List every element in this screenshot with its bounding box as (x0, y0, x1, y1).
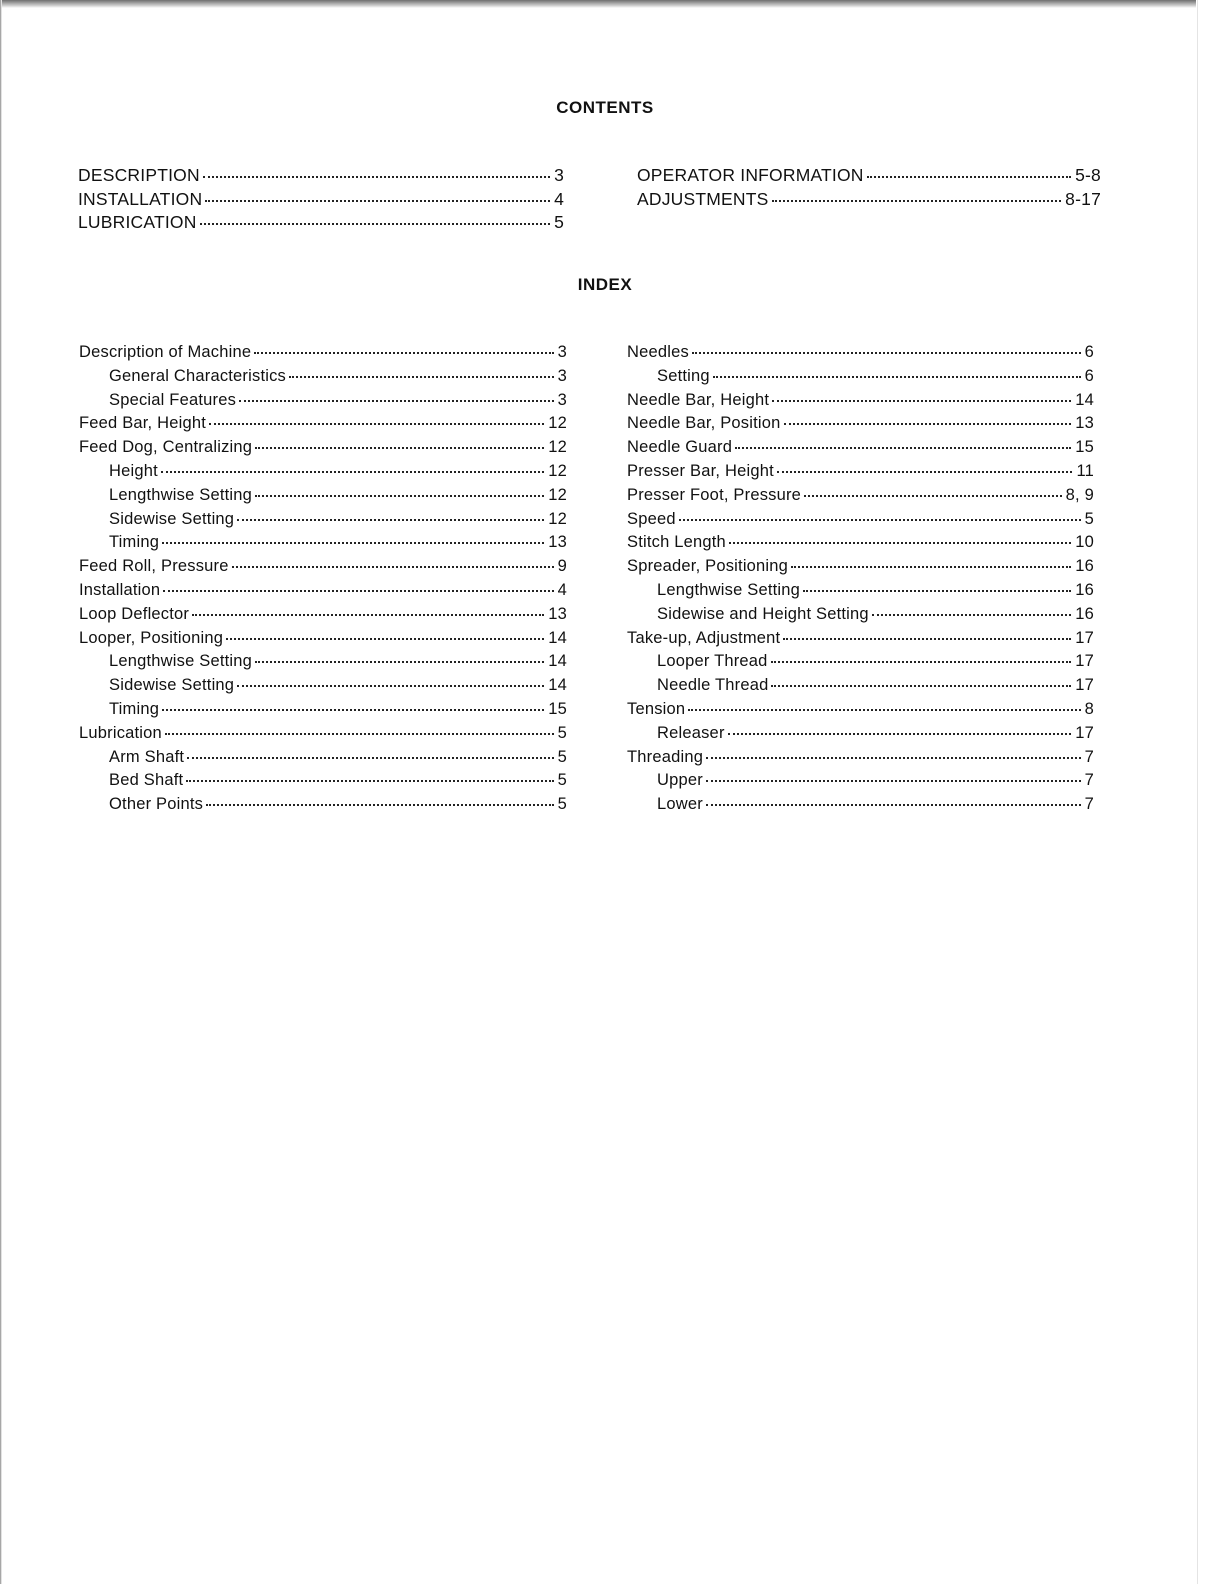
toc-entry-label: Feed Bar, Height (79, 414, 207, 433)
toc-entry-label: Arm Shaft (109, 747, 185, 766)
dot-leader (203, 175, 550, 178)
toc-entry-label: Description of Machine (79, 343, 252, 361)
toc-entry (79, 581, 567, 605)
toc-entry (79, 795, 567, 819)
toc-entry-label: Lengthwise Setting (109, 485, 253, 504)
toc-entry-label: Special Features (109, 390, 237, 409)
toc-entry (79, 510, 567, 534)
toc-entry-page: 5 (557, 723, 567, 742)
toc-entry-label: Needle Guard (627, 438, 733, 457)
toc-entry (627, 557, 1094, 581)
dot-leader (255, 494, 544, 497)
toc-entry (627, 391, 1094, 415)
toc-entry (627, 605, 1094, 629)
dot-leader (729, 541, 1071, 544)
toc-entry (627, 581, 1094, 605)
toc-entry-label: Height (109, 461, 158, 480)
toc-entry-page: 10 (1075, 533, 1094, 552)
toc-entry-label: Other Points (109, 795, 204, 814)
dot-leader (161, 470, 544, 473)
dot-leader (784, 422, 1072, 425)
toc-entry-label: Looper Thread (657, 652, 768, 671)
dot-leader (162, 541, 544, 544)
dot-leader (232, 565, 554, 568)
dot-leader (867, 175, 1071, 178)
toc-entry-page: 14 (1075, 390, 1094, 409)
dot-leader (255, 660, 544, 663)
toc-entry-label: Threading (627, 747, 704, 766)
toc-entry-label: Looper, Positioning (79, 628, 224, 647)
toc-entry (627, 414, 1094, 438)
dot-leader (209, 422, 544, 425)
toc-entry-page: 4 (557, 580, 567, 599)
scan-top-edge (0, 0, 1196, 8)
dot-leader (771, 660, 1072, 663)
toc-entry-page: 8-17 (1065, 188, 1101, 209)
toc-entry (79, 486, 567, 510)
toc-entry-page: 5 (557, 795, 567, 814)
toc-entry (627, 510, 1094, 534)
dot-leader (165, 732, 554, 735)
toc-entry-label: Tension (627, 699, 686, 718)
toc-entry-page: 12 (548, 414, 567, 433)
toc-entry-page: 7 (1084, 795, 1094, 814)
toc-entry-label: Upper (657, 771, 703, 790)
dot-leader (200, 222, 551, 225)
toc-entry (637, 189, 1101, 213)
dot-leader (187, 756, 553, 759)
dot-leader (692, 351, 1081, 354)
dot-leader (706, 779, 1081, 782)
toc-entry (79, 462, 567, 486)
toc-entry-page: 11 (1076, 461, 1094, 480)
dot-leader (679, 518, 1081, 521)
toc-entry-label: Needle Bar, Height (627, 390, 770, 409)
dot-leader (254, 351, 553, 354)
toc-entry (627, 795, 1094, 819)
toc-entry (79, 367, 567, 391)
toc-entry-page: 7 (1084, 771, 1094, 790)
toc-entry-label: Releaser (657, 723, 725, 742)
toc-entry (627, 748, 1094, 772)
toc-entry (79, 748, 567, 772)
toc-entry (78, 189, 564, 213)
scan-left-edge (0, 0, 2, 1584)
toc-entry-page: 3 (557, 390, 567, 409)
toc-entry-page: 7 (1084, 747, 1094, 766)
toc-entry-label: DESCRIPTION (78, 165, 200, 185)
dot-leader (735, 446, 1071, 449)
toc-entry-page: 12 (548, 461, 567, 480)
toc-entry-page: 13 (1075, 414, 1094, 433)
toc-entry (79, 724, 567, 748)
toc-entry-label: Lower (657, 795, 703, 814)
toc-entry (79, 438, 567, 462)
toc-entry (627, 438, 1094, 462)
toc-entry-page: 17 (1075, 652, 1094, 671)
toc-entry (627, 700, 1094, 724)
toc-entry-label: Setting (657, 366, 710, 385)
toc-entry-label: Presser Bar, Height (627, 461, 774, 480)
toc-entry-label: Lubrication (79, 723, 162, 742)
toc-entry (79, 771, 567, 795)
toc-entry-label: Feed Dog, Centralizing (79, 438, 253, 457)
toc-entry-label: Needle Bar, Position (627, 414, 781, 433)
dot-leader (791, 565, 1071, 568)
toc-entry-label: Feed Roll, Pressure (79, 557, 229, 576)
dot-leader (237, 684, 544, 687)
dot-leader (162, 708, 544, 711)
toc-entry-page: 4 (554, 188, 564, 209)
toc-entry-page: 12 (548, 485, 567, 504)
toc-entry (79, 676, 567, 700)
index-right-column (627, 343, 1094, 819)
toc-entry (627, 343, 1094, 367)
toc-entry (627, 771, 1094, 795)
dot-leader (237, 518, 544, 521)
toc-entry-label: ADJUSTMENTS (637, 188, 769, 209)
toc-entry (79, 700, 567, 724)
contents-title: CONTENTS (556, 98, 654, 117)
toc-entry-label: Spreader, Positioning (627, 557, 789, 576)
toc-entry-page: 15 (548, 699, 567, 718)
dot-leader (728, 732, 1072, 735)
toc-entry (79, 343, 567, 367)
toc-entry-label: Sidewise Setting (109, 509, 235, 528)
toc-entry (627, 724, 1094, 748)
toc-entry-page: 13 (548, 533, 567, 552)
toc-entry-page: 8, 9 (1065, 485, 1094, 504)
dot-leader (205, 199, 550, 202)
toc-entry-label: Take-up, Adjustment (627, 628, 781, 647)
toc-entry (627, 486, 1094, 510)
toc-entry-label: Stitch Length (627, 533, 726, 552)
index-title: INDEX (577, 275, 633, 294)
toc-entry-page: 16 (1075, 580, 1094, 599)
toc-entry-page: 14 (548, 628, 567, 647)
toc-entry-label: Presser Foot, Pressure (627, 485, 802, 504)
toc-entry (637, 165, 1101, 189)
dot-leader (706, 756, 1081, 759)
contents-left-column (78, 165, 564, 236)
dot-leader (239, 399, 554, 402)
dot-leader (772, 199, 1062, 202)
toc-entry-label: Needle Thread (657, 676, 769, 695)
scan-right-edge (1197, 0, 1198, 1584)
toc-entry-label: Sidewise and Height Setting (657, 604, 869, 623)
dot-leader (289, 375, 554, 378)
dot-leader (772, 399, 1071, 402)
toc-entry-page: 9 (557, 557, 567, 576)
toc-entry (79, 391, 567, 415)
toc-entry-page: 6 (1084, 343, 1094, 361)
toc-entry-page: 15 (1075, 438, 1094, 457)
dot-leader (706, 803, 1081, 806)
toc-entry (79, 629, 567, 653)
toc-entry-page: 17 (1075, 723, 1094, 742)
toc-entry-label: Lengthwise Setting (109, 652, 253, 671)
toc-entry-page: 14 (548, 676, 567, 695)
dot-leader (771, 684, 1071, 687)
dot-leader (872, 613, 1071, 616)
toc-entry (78, 165, 564, 189)
toc-entry-label: Loop Deflector (79, 604, 190, 623)
toc-entry-page: 5 (557, 771, 567, 790)
toc-entry-page: 17 (1075, 676, 1094, 695)
toc-entry-page: 5-8 (1075, 165, 1101, 185)
toc-entry (79, 533, 567, 557)
toc-entry-page: 16 (1075, 557, 1094, 576)
toc-entry-page: 16 (1075, 604, 1094, 623)
toc-entry (627, 533, 1094, 557)
toc-entry-label: Installation (79, 580, 161, 599)
dot-leader (783, 637, 1071, 640)
toc-entry (79, 652, 567, 676)
toc-entry-label: Timing (109, 533, 160, 552)
toc-entry-label: LUBRICATION (78, 212, 197, 232)
toc-entry-label: General Characteristics (109, 366, 286, 385)
toc-entry-label: Speed (627, 509, 676, 528)
toc-entry (78, 212, 564, 236)
toc-entry-label: Needles (627, 343, 689, 361)
toc-entry (79, 605, 567, 629)
toc-entry-page: 8 (1084, 699, 1094, 718)
toc-entry-page: 3 (557, 366, 567, 385)
toc-entry-page: 13 (548, 604, 567, 623)
toc-entry (79, 557, 567, 581)
dot-leader (804, 494, 1062, 497)
toc-entry (627, 462, 1094, 486)
toc-entry-page: 5 (557, 747, 567, 766)
dot-leader (803, 589, 1071, 592)
toc-entry-page: 14 (548, 652, 567, 671)
toc-entry-page: 3 (554, 165, 564, 185)
toc-entry-label: Bed Shaft (109, 771, 184, 790)
toc-entry-label: Lengthwise Setting (657, 580, 801, 599)
dot-leader (713, 375, 1081, 378)
toc-entry-page: 17 (1075, 628, 1094, 647)
toc-entry-label: Timing (109, 699, 160, 718)
toc-entry-page: 5 (1084, 509, 1094, 528)
dot-leader (186, 779, 553, 782)
toc-entry (627, 367, 1094, 391)
dot-leader (777, 470, 1073, 473)
toc-entry-page: 6 (1084, 366, 1094, 385)
index-left-column (79, 343, 567, 819)
dot-leader (163, 589, 553, 592)
toc-entry (627, 676, 1094, 700)
dot-leader (192, 613, 544, 616)
toc-entry (627, 629, 1094, 653)
toc-entry-label: Sidewise Setting (109, 676, 235, 695)
dot-leader (255, 446, 544, 449)
toc-entry-page: 3 (557, 343, 567, 361)
toc-entry-page: 12 (548, 509, 567, 528)
dot-leader (206, 803, 554, 806)
dot-leader (688, 708, 1080, 711)
toc-entry (627, 652, 1094, 676)
toc-entry (79, 414, 567, 438)
dot-leader (226, 637, 544, 640)
toc-entry-page: 12 (548, 438, 567, 457)
toc-entry-page: 5 (554, 212, 564, 232)
contents-right-column (637, 165, 1101, 212)
toc-entry-label: INSTALLATION (78, 188, 203, 209)
toc-entry-label: OPERATOR INFORMATION (637, 165, 864, 185)
